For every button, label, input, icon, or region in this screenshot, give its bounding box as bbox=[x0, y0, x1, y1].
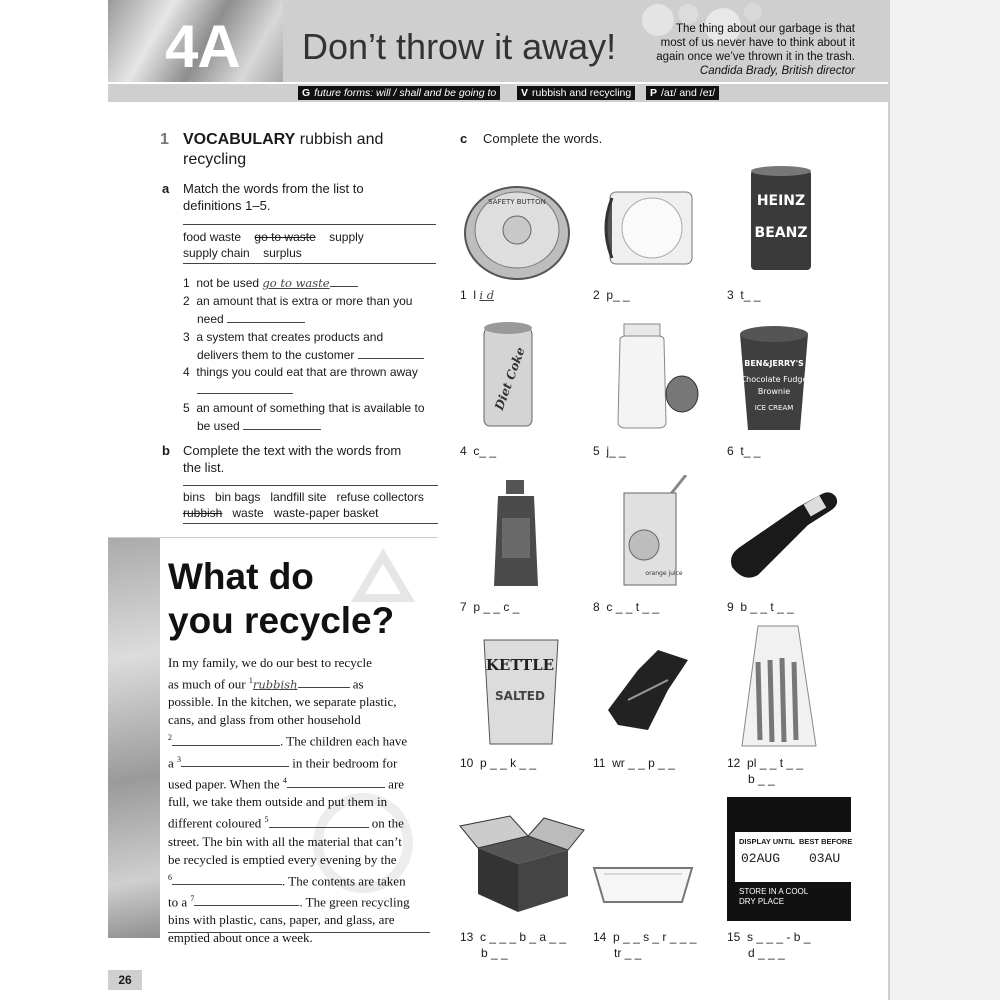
label-display-until: DISPLAY UNTIL bbox=[739, 837, 795, 846]
word-item-10[interactable]: 10 p _ _ k _ _ bbox=[460, 756, 537, 770]
word-item-4[interactable]: 4 c_ _ bbox=[460, 444, 497, 458]
vocabulary-tag: V rubbish and recycling bbox=[517, 86, 635, 100]
answer-blank[interactable] bbox=[358, 346, 424, 359]
word-item-7[interactable]: 7 p _ _ c _ bbox=[460, 600, 520, 614]
part-b-letter: b bbox=[162, 443, 170, 458]
part-c-letter: c bbox=[460, 131, 468, 146]
part-b-instruction: Complete the text with the words from the list. bbox=[183, 443, 402, 475]
definition-item: 3 a system that creates products and delivers them to the customer bbox=[183, 329, 424, 364]
definition-item: 1 not be used go to waste bbox=[183, 274, 358, 292]
answer-line bbox=[168, 932, 430, 933]
can-label: HEINZ bbox=[756, 193, 806, 209]
word-item-15[interactable]: 15 s _ _ _ - b _ d _ _ _ bbox=[727, 930, 811, 960]
glass-jar-image bbox=[612, 322, 702, 432]
article-text: In my family, we do our best to recycle as much of our $^1$rubbish as possible. In the kitchen, we separate plastic, cans, and glass from other household $^2$ . The children each have a $^3$ in their bedroom for used paper. When the $^4$ are full, we take them outside and put them in different coloured $^5$ on the street. The bin with all the material that can’t be recycled is emptied every evening by the $^6$ . The contents are taken to a $^7$ . The green recycling bins with plastic, cans, paper, and glass, are emptied about once a week. bbox=[168, 655, 410, 946]
answer-blank[interactable] bbox=[287, 775, 385, 788]
answer-blank[interactable] bbox=[227, 310, 305, 323]
answer-blank[interactable] bbox=[243, 417, 321, 430]
recycling-photo-strip bbox=[108, 538, 160, 938]
beans-can-image bbox=[748, 165, 814, 275]
word-item-11[interactable]: 11 wr _ _ p _ _ bbox=[593, 756, 675, 770]
can-label: BEANZ bbox=[754, 225, 808, 241]
tray-image bbox=[590, 858, 696, 906]
unit-number: 4A bbox=[165, 13, 240, 80]
word-list-a: food waste go to waste supply supply chain surplus bbox=[183, 230, 364, 260]
label-store: STORE IN A COOL bbox=[739, 887, 809, 896]
packet-label: KETTLE bbox=[485, 656, 555, 674]
jar-lid-image bbox=[460, 178, 575, 283]
best-before-label-image bbox=[727, 797, 851, 921]
word-item-6[interactable]: 6 t_ _ bbox=[727, 444, 761, 458]
plastic-bag-image bbox=[738, 622, 820, 750]
pouch-image bbox=[490, 478, 542, 590]
section-title: VOCABULARY rubbish and recycling bbox=[183, 131, 384, 168]
ice-cream-tub-image bbox=[734, 322, 814, 437]
packet-label: SALTED bbox=[495, 689, 545, 703]
word-item-9[interactable]: 9 b _ _ t _ _ bbox=[727, 600, 794, 614]
label-date: 03AU bbox=[809, 851, 841, 866]
answer-blank[interactable] bbox=[194, 893, 299, 906]
tub-label: ICE CREAM bbox=[754, 404, 794, 412]
label-best-before: BEST BEFORE bbox=[799, 837, 853, 846]
word-item-8[interactable]: 8 c _ _ t _ _ bbox=[593, 600, 660, 614]
grammar-tag: G future forms: will / shall and be going to bbox=[298, 86, 500, 100]
lid-label: SAFETY BUTTON bbox=[488, 198, 546, 206]
quote bbox=[645, 22, 855, 78]
word-item-1: 1 l i d bbox=[460, 288, 495, 302]
definition-item: 4 things you could eat that are thrown away bbox=[183, 364, 418, 399]
answer-blank[interactable] bbox=[172, 872, 282, 885]
divider bbox=[183, 523, 438, 524]
page-number: 26 bbox=[108, 970, 142, 990]
crisp-packet-image bbox=[478, 636, 564, 748]
wine-bottle-image bbox=[728, 485, 843, 580]
definition-item: 5 an amount of something that is available to be used bbox=[183, 401, 425, 433]
word-item-2[interactable]: 2 p_ _ bbox=[593, 288, 630, 302]
part-c-instruction: Complete the words. bbox=[483, 131, 603, 146]
answer-blank[interactable] bbox=[181, 754, 289, 767]
word-item-3[interactable]: 3 t_ _ bbox=[727, 288, 761, 302]
divider bbox=[183, 485, 438, 486]
page-edge bbox=[888, 0, 1000, 1000]
tub-label: BEN&JERRY'S bbox=[744, 359, 804, 368]
word-list-b: bins bin bags landfill site refuse collectors rubbish waste waste-paper basket bbox=[183, 490, 424, 520]
soda-can-image bbox=[478, 318, 538, 433]
tub-label: Chocolate Fudge bbox=[740, 375, 808, 384]
unit-title: Don’t throw it away! bbox=[302, 26, 617, 67]
cardboard-box-image bbox=[458, 808, 586, 916]
answer-blank[interactable] bbox=[172, 733, 280, 746]
label-date: 02AUG bbox=[741, 851, 781, 866]
word-item-14[interactable]: 14 p _ _ s _ r _ _ _ tr _ _ bbox=[593, 930, 697, 960]
answer-blank[interactable] bbox=[197, 381, 293, 394]
part-a-letter: a bbox=[162, 181, 170, 196]
word-item-5[interactable]: 5 j_ _ bbox=[593, 444, 626, 458]
tub-label: Brownie bbox=[757, 387, 791, 396]
divider bbox=[183, 263, 436, 264]
wrapper-image bbox=[598, 640, 698, 740]
soda-label: Diet Coke bbox=[492, 345, 528, 413]
quote-line: again once we’ve thrown it in the trash. bbox=[656, 51, 855, 63]
pot-image bbox=[598, 188, 698, 273]
quote-line: most of us never have to think about it bbox=[660, 37, 855, 49]
divider bbox=[183, 224, 436, 225]
part-a-instruction: Match the words from the list to definitions 1–5. bbox=[183, 181, 364, 213]
quote-author: Candida Brady, British director bbox=[699, 65, 855, 77]
carton-label: orange juice bbox=[645, 570, 683, 577]
section-number: 1 bbox=[160, 131, 169, 148]
juice-carton-image bbox=[618, 475, 698, 590]
pronunciation-tag: P /aɪ/ and /eɪ/ bbox=[646, 86, 719, 100]
label-store: DRY PLACE bbox=[739, 897, 785, 906]
article-title: What do you recycle? bbox=[168, 556, 395, 641]
word-item-12[interactable]: 12 pl _ _ t _ _ b _ _ bbox=[727, 756, 804, 786]
quote-line: The thing about our garbage is that bbox=[675, 23, 855, 35]
word-item-13[interactable]: 13 c _ _ _ b _ a _ _ b _ _ bbox=[460, 930, 567, 960]
answer-text: go to waste bbox=[262, 276, 330, 290]
answer-blank[interactable] bbox=[269, 815, 369, 828]
definition-item: 2 an amount that is extra or more than you need bbox=[183, 294, 413, 326]
